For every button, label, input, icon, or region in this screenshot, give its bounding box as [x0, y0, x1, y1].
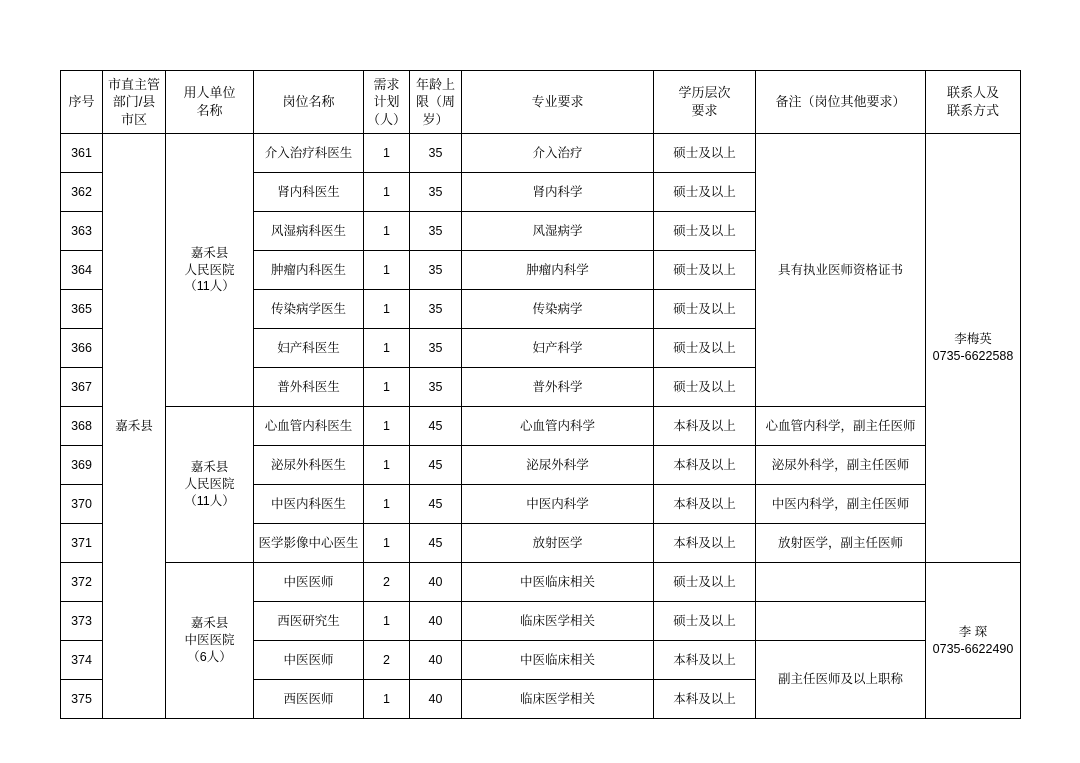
cell-unit-name [166, 407, 254, 563]
cell-remark: 具有执业医师资格证书 [756, 134, 926, 407]
cell-seq: 372 [61, 563, 103, 602]
cell-seq: 375 [61, 680, 103, 719]
cell-plan: 1 [364, 407, 410, 446]
cell-major: 放射医学 [462, 524, 654, 563]
cell-seq: 361 [61, 134, 103, 173]
header-unit [166, 71, 254, 134]
header-major [462, 71, 654, 134]
cell-edu: 硕士及以上 [654, 329, 756, 368]
cell-plan: 1 [364, 329, 410, 368]
cell-post: 普外科医生 [254, 368, 364, 407]
cell-edu: 硕士及以上 [654, 212, 756, 251]
cell-age: 45 [410, 524, 462, 563]
table-header-row [61, 71, 1021, 134]
cell-plan: 1 [364, 251, 410, 290]
header-plan-line-3: （人） [366, 111, 406, 127]
cell-major: 肿瘤内科学 [462, 251, 654, 290]
cell-seq: 365 [61, 290, 103, 329]
cell-unit-name [166, 563, 254, 719]
cell-contact [926, 134, 1021, 563]
header-edu-line-1: 学历层次 [678, 85, 731, 101]
header-contact-line-1: 联系人及 [946, 85, 999, 101]
cell-plan: 1 [364, 602, 410, 641]
cell-seq: 374 [61, 641, 103, 680]
district-label: 嘉禾县 [115, 418, 153, 433]
contact-name: 李梅英 [954, 332, 992, 347]
cell-major: 传染病学 [462, 290, 654, 329]
header-remark-line-1: 备注（岗位其他要求） [775, 94, 906, 110]
header-major-line-1: 专业要求 [531, 94, 584, 110]
cell-edu: 本科及以上 [654, 641, 756, 680]
header-seq-line-1: 序号 [68, 94, 95, 110]
table-row [61, 563, 1021, 602]
unit-name-line-1: 嘉禾县 [190, 616, 229, 631]
cell-edu: 硕士及以上 [654, 173, 756, 212]
cell-plan: 1 [364, 173, 410, 212]
cell-edu: 本科及以上 [654, 680, 756, 719]
unit-name-line-2: 中医医院 [184, 633, 235, 648]
cell-remark: 泌尿外科学，副主任医师 [756, 446, 926, 485]
cell-seq: 362 [61, 173, 103, 212]
cell-plan: 1 [364, 485, 410, 524]
cell-edu: 本科及以上 [654, 446, 756, 485]
cell-post: 中医医师 [254, 563, 364, 602]
header-plan [364, 71, 410, 134]
cell-edu: 本科及以上 [654, 407, 756, 446]
header-age-line-2: 限（周 [415, 94, 455, 110]
unit-name-line-2: 人民医院 [184, 262, 235, 277]
table-header [61, 71, 1021, 134]
cell-major: 风湿病学 [462, 212, 654, 251]
cell-edu: 硕士及以上 [654, 602, 756, 641]
header-edu [654, 71, 756, 134]
cell-major: 中医内科学 [462, 485, 654, 524]
cell-seq: 364 [61, 251, 103, 290]
cell-post: 医学影像中心医生 [254, 524, 364, 563]
cell-post: 中医内科医生 [254, 485, 364, 524]
header-contact-line-2: 联系方式 [946, 103, 999, 118]
table-body [61, 134, 1021, 719]
cell-major: 心血管内科学 [462, 407, 654, 446]
cell-remark [756, 602, 926, 641]
header-post [254, 71, 364, 134]
cell-major: 中医临床相关 [462, 641, 654, 680]
table-row [61, 134, 1021, 173]
header-dept-line-1: 市直主管 [107, 76, 160, 92]
cell-edu: 硕士及以上 [654, 368, 756, 407]
cell-unit-name [166, 134, 254, 407]
header-dept [103, 71, 166, 134]
cell-plan: 1 [364, 680, 410, 719]
cell-age: 35 [410, 251, 462, 290]
cell-age: 45 [410, 407, 462, 446]
cell-major: 泌尿外科学 [462, 446, 654, 485]
header-plan-line-2: 计划 [373, 94, 400, 110]
unit-name-line-1: 嘉禾县 [190, 460, 229, 475]
cell-age: 35 [410, 134, 462, 173]
cell-major: 普外科学 [462, 368, 654, 407]
cell-post: 中医医师 [254, 641, 364, 680]
cell-post: 西医研究生 [254, 602, 364, 641]
cell-plan: 1 [364, 290, 410, 329]
cell-major: 临床医学相关 [462, 602, 654, 641]
contact-phone: 0735-6622490 [932, 641, 1014, 656]
cell-district [103, 134, 166, 719]
cell-remark: 心血管内科学，副主任医师 [756, 407, 926, 446]
cell-age: 45 [410, 485, 462, 524]
header-age-line-3: 岁） [422, 111, 449, 127]
cell-edu: 硕士及以上 [654, 134, 756, 173]
cell-remark [756, 563, 926, 602]
cell-plan: 1 [364, 368, 410, 407]
cell-post: 西医医师 [254, 680, 364, 719]
cell-remark: 放射医学，副主任医师 [756, 524, 926, 563]
cell-seq: 368 [61, 407, 103, 446]
cell-post: 泌尿外科医生 [254, 446, 364, 485]
contact-phone: 0735-6622588 [932, 349, 1014, 363]
cell-edu: 硕士及以上 [654, 563, 756, 602]
cell-plan: 1 [364, 446, 410, 485]
cell-post: 妇产科医生 [254, 329, 364, 368]
cell-age: 35 [410, 290, 462, 329]
header-plan-line-1: 需求 [373, 76, 400, 92]
header-post-line-1: 岗位名称 [282, 94, 335, 110]
header-contact [926, 71, 1021, 134]
cell-age: 40 [410, 602, 462, 641]
cell-post: 传染病学医生 [254, 290, 364, 329]
cell-seq: 369 [61, 446, 103, 485]
cell-major: 介入治疗 [462, 134, 654, 173]
cell-age: 35 [410, 212, 462, 251]
header-dept-line-2: 部门/县 [112, 94, 156, 110]
cell-seq: 370 [61, 485, 103, 524]
header-seq [61, 71, 103, 134]
recruitment-table [60, 70, 1021, 719]
cell-age: 45 [410, 446, 462, 485]
header-unit-line-2: 名称 [196, 103, 223, 118]
cell-major: 肾内科学 [462, 173, 654, 212]
cell-edu: 本科及以上 [654, 485, 756, 524]
header-age-line-1: 年龄上 [415, 76, 455, 92]
cell-plan: 1 [364, 524, 410, 563]
cell-age: 35 [410, 173, 462, 212]
unit-name-line-1: 嘉禾县 [190, 245, 229, 260]
cell-seq: 367 [61, 368, 103, 407]
cell-seq: 373 [61, 602, 103, 641]
cell-remark: 中医内科学，副主任医师 [756, 485, 926, 524]
cell-post: 风湿病科医生 [254, 212, 364, 251]
unit-name-line-3: （6人） [187, 649, 232, 664]
cell-age: 40 [410, 641, 462, 680]
cell-edu: 硕士及以上 [654, 251, 756, 290]
cell-edu: 硕士及以上 [654, 290, 756, 329]
cell-major: 妇产科学 [462, 329, 654, 368]
cell-age: 40 [410, 563, 462, 602]
unit-name-line-3: （11人） [184, 493, 235, 508]
cell-edu: 本科及以上 [654, 524, 756, 563]
cell-post: 肾内科医生 [254, 173, 364, 212]
cell-seq: 371 [61, 524, 103, 563]
cell-age: 35 [410, 368, 462, 407]
cell-plan: 1 [364, 134, 410, 173]
header-edu-line-2: 要求 [691, 103, 718, 118]
document-page [60, 70, 1020, 719]
cell-major: 临床医学相关 [462, 680, 654, 719]
header-age [410, 71, 462, 134]
cell-age: 35 [410, 329, 462, 368]
cell-post: 心血管内科医生 [254, 407, 364, 446]
unit-name-line-2: 人民医院 [184, 477, 235, 492]
unit-name-line-3: （11人） [184, 279, 235, 294]
cell-post: 肿瘤内科医生 [254, 251, 364, 290]
header-unit-line-1: 用人单位 [183, 85, 236, 101]
cell-plan: 1 [364, 212, 410, 251]
header-dept-line-3: 市区 [120, 111, 147, 127]
cell-contact [926, 563, 1021, 719]
cell-major: 中医临床相关 [462, 563, 654, 602]
cell-seq: 363 [61, 212, 103, 251]
cell-seq: 366 [61, 329, 103, 368]
cell-plan: 2 [364, 563, 410, 602]
table-row [61, 407, 1021, 446]
contact-name: 李 琛 [958, 624, 988, 639]
cell-plan: 2 [364, 641, 410, 680]
header-remark [756, 71, 926, 134]
cell-age: 40 [410, 680, 462, 719]
cell-post: 介入治疗科医生 [254, 134, 364, 173]
cell-remark: 副主任医师及以上职称 [756, 641, 926, 719]
